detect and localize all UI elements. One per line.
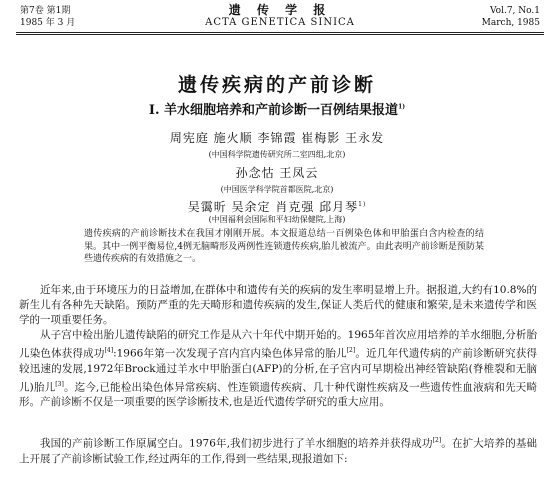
p2-part-a: 从子宫中检出胎儿遗传缺陷的研究工作是从六十年代中期开始的。1965年首次应用培养的羊水细胞,分析胎儿染色体获得成功 [19,329,537,360]
p2-part-b: :1966年第一次发现子宫内宫内染色体异常的胎儿 [113,347,347,360]
affiliation-2: (中国医学科学院首都医院,北京) [220,185,334,194]
author-line-1: 周宪庭 施火顺 李锦霞 崔梅影 王永发 [169,131,385,145]
citation-mark: [4] [104,347,114,354]
body-text [19,283,537,410]
paragraph-1: 近年来,由于环境压力的日益增加,在群体中和遗传有关的疾病的发生率明显增上升。据报道,大约有10.8%的新生儿有各种先天缺陷。预防严重的先天畸形和遗传疾病的发生,保证人类后代的健康和繁荣,是未来遗传学和医学的一项重要任务。 [19,284,537,326]
subtitle-footnote-mark: 1) [398,103,406,111]
volume-issue-cn: 第7卷 第1期 [20,6,71,16]
affiliation-3: (中国福利会国际和平妇幼保健院,上海) [208,215,346,224]
abstract: 遗传疾病的产前诊断技术在我国才刚刚开展。本文报道总结一百例染色体和甲胎蛋白含内检查的结果。其中一例平衡易位,4例无脑畸形及两例性连锁遗传疾病,胎儿被流产。由此表明产前诊断是预防某些遗传疾病的有效措施之一。 [84,229,484,264]
citation-mark: [3] [55,380,64,388]
affiliation-1: (中国科学院遗传研究所二室四组,北京) [208,150,346,159]
author-line-2: 孙念怙 王凤云 [235,166,319,180]
journal-name-en: ACTA GENETICA SINICA [205,17,355,28]
body-text-2 [19,433,537,467]
header-rule-top [16,32,544,33]
p2-part-c: 。近几年代遗传病的产前诊断研究获得较迅速的发展,1972年Brock通过羊水中甲胎蛋白(AFP)的分析,在子宫内可早期检出神经管缺陷(脊椎裂和无脑儿)胎儿 [19,347,538,393]
article-title: 遗传疾病的产前诊断 [177,74,376,96]
citation-mark: [2] [432,437,442,444]
date-en: March, 1985 [481,18,540,28]
citation-mark: [2] [346,347,356,354]
volume-issue-en: Vol.7, No.1 [489,6,540,16]
header-rule-bottom [16,34,544,35]
header-center [150,3,410,29]
paragraph-3 [19,433,537,467]
p3-part-a: 我国的产前诊断工作原属空白。1976年,我们初步进行了羊水细胞的培养并获得成功 [40,437,433,450]
header-left [20,5,75,29]
authors-3-footnote-mark: 1) [358,201,367,208]
p2-part-d: 。迄今,已能检出染色体异常疾病、性连锁遗传疾病、几十种代谢性疾病及一些遗传性血液病和先天畸形。产前诊断不仅是一项重要的医学诊断技术,也是近代遗传学研究的重大应用。 [19,381,537,408]
journal-name-cn: 遗 传 学 报 [228,3,332,17]
paragraph-2 [19,328,537,410]
subtitle-text: I. 羊水细胞培养和产前诊断一百例结果报道 [148,103,399,118]
p3-part-b: 。在扩大培养的基础上开展了产前诊断试验工作,经过两年的工作,得到一些结果,现报道如下: [19,437,537,465]
header-right [482,5,540,29]
authors-3-text: 吴霭昕 吴余定 肖克强 邱月琴 [187,200,359,214]
author-line-3 [0,198,554,215]
date-cn: 1985 年 3 月 [20,18,76,28]
article-subtitle [0,99,554,118]
